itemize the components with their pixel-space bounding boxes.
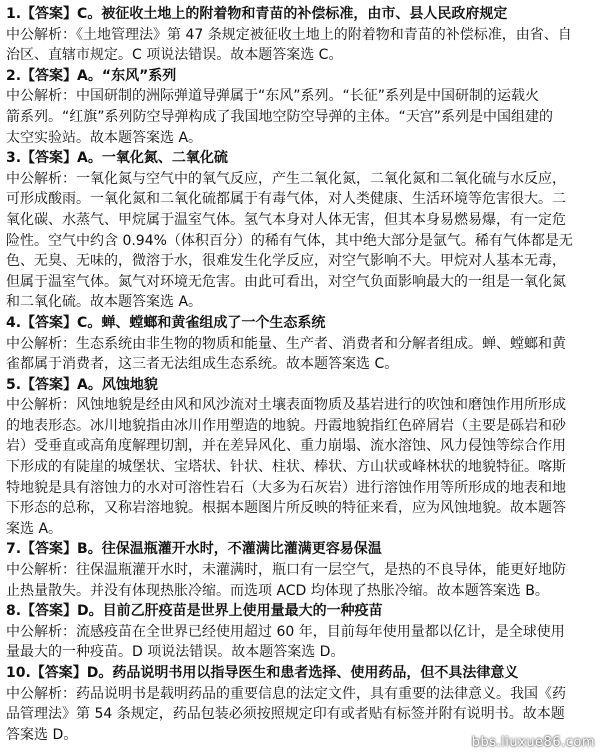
question-answer-block xyxy=(6,375,596,540)
analysis-line: 中公解析：药品说明书是载明药品的重要信息的法定文件，具有重要的法律意义。我国《药 xyxy=(6,685,566,702)
question-answer-block xyxy=(6,539,596,601)
analysis-line: 中公解析：往保温瓶灌开水时，未灌满时，瓶口有一层空气，是热的不良导体，能更好地防 xyxy=(6,562,566,579)
analysis-line: 的地表形态。冰川地貌指由冰川作用塑造的地貌。丹霞地貌指红色碎屑岩（主要是砾岩和砂 xyxy=(6,417,566,434)
analysis-line: 雀都属于消费者，这三者无法组成生态系统。故本题答案选 C。 xyxy=(6,356,399,373)
analysis-line: 色、无臭、无味的，微溶于水，很难发生化学反应，对空气影响不大。甲烷对人基本无毒， xyxy=(6,253,566,270)
answer-line: 8.【答案】D。目前乙肝疫苗是世界上使用量最大的一种疫苗 xyxy=(6,603,383,620)
analysis-line: 下形态的总称，又称岩溶地貌。根据本题图片所反映的特征来看，应为风蚀地貌。故本题答 xyxy=(6,500,566,517)
answer-line: 3.【答案】A。一氧化氮、二氧化硫 xyxy=(6,150,228,167)
analysis-line: 品管理法》第 54 条规定，药品包装必须按照规定印有或者贴有标签并附有说明书。故本题 xyxy=(6,706,565,723)
question-answer-block xyxy=(6,313,596,375)
answer-line: 10.【答案】D。药品说明书用以指导医生和患者选择、使用药品，但不具法律意义 xyxy=(6,665,519,681)
analysis-line: 中公解析：《土地管理法》第 47 条规定被征收土地上的附着物和青苗的补偿标准，由省、自 xyxy=(6,26,572,43)
answer-line: 7.【答案】B。往保温瓶灌开水时，不灌满比灌满更容易保温 xyxy=(6,541,382,558)
analysis-line: 止热量散失。并没有体现热胀冷缩。而选项 ACD 均体现了热胀冷缩。故本题答案选 B。 xyxy=(6,582,549,599)
answer-line: 1.【答案】C。被征收土地上的附着物和青苗的补偿标准，由市、县人民政府规定 xyxy=(6,6,508,22)
analysis-line: 下形成的有陡崖的城堡状、宝塔状、针状、柱状、棒状、方山状或峰林状的地貌特征。喀斯 xyxy=(6,459,566,476)
answer-document xyxy=(6,4,596,745)
site-watermark: bbs.liuxue86.com xyxy=(471,735,595,750)
analysis-line: 中公解析：流感疫苗在全世界已经使用超过 60 年，目前每年使用量都以亿计，是全球使用 xyxy=(6,623,565,640)
analysis-line: 特地貌是具有溶蚀力的水对可溶性岩石（大多为石灰岩）进行溶蚀作用等所形成的地表和地 xyxy=(6,479,566,496)
analysis-line: 和二氧化硫。故本题答案选 A。 xyxy=(6,294,203,311)
analysis-line: 箭系列。“红旗”系列防空导弹构成了我国地空防空导弹的主体。“天宫”系列是中国组建的 xyxy=(6,108,554,125)
analysis-line: 案选 A。 xyxy=(6,520,63,537)
answer-line: 5.【答案】A。风蚀地貌 xyxy=(6,376,158,393)
analysis-line: 中公解析：风蚀地貌是经由风和风沙流对土壤表面物质及基岩进行的吹蚀和磨蚀作用所形成 xyxy=(6,397,566,414)
analysis-line: 岩）受垂直或高角度解理切割，并在差异风化、重力崩塌、流水溶蚀、风力侵蚀等综合作用 xyxy=(6,438,566,455)
analysis-line: 答案选 D。 xyxy=(6,726,78,743)
analysis-line: 中公解析：中国研制的洲际弹道导弹属于“东风”系列。“长征”系列是中国研制的运载火 xyxy=(6,88,540,105)
analysis-line: 太空实验站。故本题答案选 A。 xyxy=(6,129,203,146)
analysis-line: 治区、直辖市规定。C 项说法错误。故本题答案选 C。 xyxy=(6,47,343,64)
analysis-line: 但属于温室气体。氮气对环境无危害。由此可看出，对空气负面影响最大的一组是一氧化氮 xyxy=(6,273,566,290)
analysis-line: 中公解析：一氧化氮与空气中的氧气反应，产生二氧化氮，二氧化氮和二氧化硫与水反应， xyxy=(6,170,566,187)
answer-line: 4.【答案】C。蝉、螳螂和黄雀组成了一个生态系统 xyxy=(6,314,326,331)
analysis-line: 中公解析：生态系统由非生物的物质和能量、生产者、消费者和分解者组成。蝉、螳螂和黄 xyxy=(6,335,566,352)
question-answer-block xyxy=(6,4,596,66)
analysis-line: 险性。空气中约含 0.94%（体积百分）的稀有气体，其中绝大部分是氩气。稀有气体都是无 xyxy=(6,232,573,249)
answer-line: 2.【答案】A。“东风”系列 xyxy=(6,67,177,84)
analysis-line: 量最大的一种疫苗。D 项说法错误。故本题答案选 D。 xyxy=(6,644,345,661)
question-answer-block xyxy=(6,663,596,745)
analysis-line: 可形成酸雨。一氧化氮和二氧化硫都属于有毒气体，对人类健康、生活环境等危害很大。二 xyxy=(6,191,566,208)
question-answer-block xyxy=(6,66,596,148)
analysis-line: 氧化碳、水蒸气、甲烷属于温室气体。氢气本身对人体无害，但其本身易燃易爆，有一定危 xyxy=(6,211,566,228)
question-answer-block xyxy=(6,148,596,313)
question-answer-block xyxy=(6,601,596,663)
